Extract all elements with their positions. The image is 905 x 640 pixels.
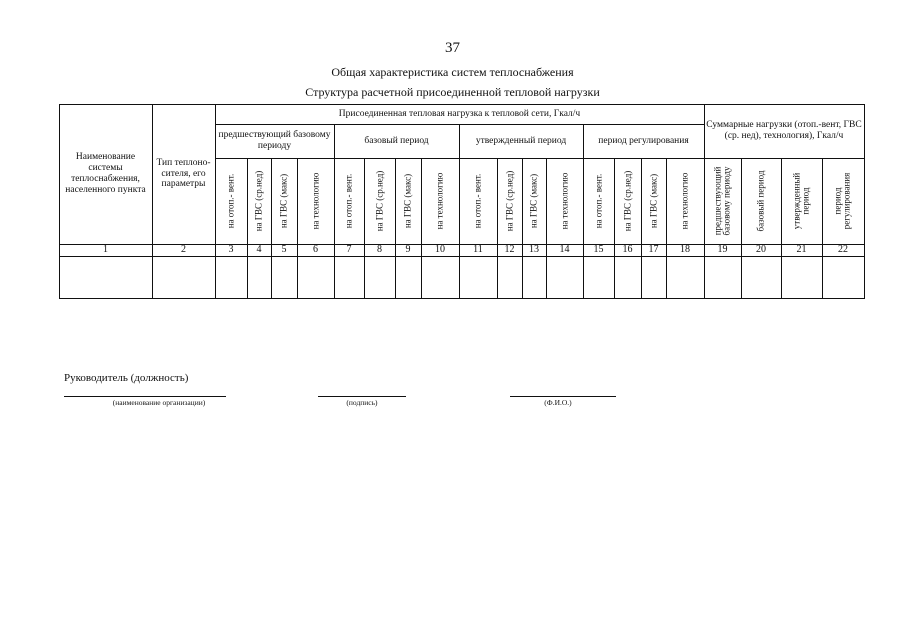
column-number-8: 8 [377, 244, 382, 256]
data-cell-3 [215, 256, 247, 298]
sub-column-header-4-label: на ГВС (ср.нед) [253, 170, 264, 232]
column-number-3: 3 [228, 244, 234, 256]
fio-signature-line [510, 396, 616, 397]
period-header-4: период регулирования [598, 135, 689, 146]
period-header-3: утвержденный период [475, 135, 567, 146]
document-title: Общая характеристика систем теплоснабжения [331, 65, 574, 79]
sum-column-header-21-label: утвержденный период [791, 172, 811, 230]
sub-column-header-15-label: на отоп.- вент. [592, 173, 603, 229]
sub-column-header-13 [522, 158, 546, 244]
data-cell-11 [459, 256, 497, 298]
column-number-10: 10 [435, 244, 445, 256]
column-number-1: 1 [103, 244, 108, 256]
sub-column-header-9-label: на ГВС (макс) [402, 173, 413, 229]
column-number-18: 18 [680, 244, 690, 256]
sum-column-header-21 [781, 158, 822, 244]
sub-column-header-3-label: на отоп.- вент. [225, 173, 236, 229]
data-cell-18 [666, 256, 704, 298]
column-number-13: 13 [529, 244, 539, 256]
data-cell-10 [421, 256, 459, 298]
data-cell-14 [546, 256, 583, 298]
data-cell-7 [334, 256, 364, 298]
data-cell-6 [297, 256, 334, 298]
data-cell-8 [364, 256, 395, 298]
sum-group-header: Суммарные нагрузки (отоп.-вент, ГВС (ср. нед), технология), Гкал/ч [706, 120, 862, 141]
col2-header: Тип теплоно-сителя, его параметры [156, 157, 211, 190]
column-number-22: 22 [838, 244, 848, 256]
column-number-2: 2 [181, 244, 186, 256]
column-number-4: 4 [256, 244, 262, 256]
sum-column-header-19 [704, 158, 741, 244]
sum-column-header-22-label: период регулирования [832, 172, 852, 230]
column-number-11: 11 [473, 244, 483, 256]
sub-column-header-15 [583, 158, 614, 244]
data-cell-20 [741, 256, 781, 298]
sub-column-header-11-label: на отоп.- вент. [472, 173, 483, 229]
data-cell-16 [614, 256, 641, 298]
column-number-12: 12 [504, 244, 515, 256]
data-cell-17 [641, 256, 666, 298]
data-cell-5 [271, 256, 297, 298]
sum-column-header-22 [822, 158, 864, 244]
sub-column-header-11 [459, 158, 497, 244]
sub-column-header-5-label: на ГВС (макс) [278, 173, 289, 229]
sub-column-header-17 [641, 158, 666, 244]
sub-column-header-17-label: на ГВС (макс) [647, 173, 658, 229]
data-cell-12 [497, 256, 522, 298]
sub-column-header-14-label: на технологию [558, 172, 569, 230]
table-title: Структура расчетной присоединенной тепловой нагрузки [305, 85, 600, 99]
sub-column-header-8-label: на ГВС (ср.нед) [373, 170, 384, 232]
data-cell-22 [822, 256, 864, 298]
data-cell-19 [704, 256, 741, 298]
sum-column-header-20-label: базовый период [755, 170, 766, 232]
sub-column-header-14 [546, 158, 583, 244]
sub-column-header-3 [215, 158, 247, 244]
sub-column-header-16-label: на ГВС (ср.нед) [621, 170, 632, 232]
sub-column-header-18-label: на технологию [679, 172, 690, 230]
column-number-20: 20 [756, 244, 766, 256]
period-header-1: предшествующий базовому периоду [218, 130, 331, 151]
sub-column-header-18 [666, 158, 704, 244]
table-bottom-border [59, 298, 865, 299]
position-label: Руководитель (должность) [64, 372, 189, 384]
load-group-header: Присоединенная тепловая нагрузка к тепловой сети, Гкал/ч [338, 108, 581, 119]
org-signature-line [64, 396, 226, 397]
sub-column-header-9 [395, 158, 421, 244]
column-number-9: 9 [405, 244, 411, 256]
data-cell-21 [781, 256, 822, 298]
sum-column-header-20 [741, 158, 781, 244]
sub-column-header-5 [271, 158, 297, 244]
column-number-15: 15 [593, 244, 604, 256]
sub-column-header-7-label: на отоп.- вент. [343, 173, 354, 229]
sub-column-header-6 [297, 158, 334, 244]
sub-column-header-4 [247, 158, 271, 244]
data-cell-15 [583, 256, 614, 298]
org-caption: (наименование организации) [112, 398, 206, 407]
sub-column-header-16 [614, 158, 641, 244]
data-cell-4 [247, 256, 271, 298]
sub-column-header-7 [334, 158, 364, 244]
period-header-2: базовый период [364, 135, 429, 146]
column-number-19: 19 [717, 244, 728, 256]
fio-caption: (Ф.И.О.) [544, 398, 572, 407]
column-number-16: 16 [622, 244, 633, 256]
data-cell-1 [59, 256, 152, 298]
page-number: 37 [445, 40, 460, 56]
sub-column-header-10 [421, 158, 459, 244]
signature-caption: (подпись) [346, 398, 378, 407]
column-number-6: 6 [313, 244, 318, 256]
column-number-7: 7 [346, 244, 352, 256]
sub-column-header-6-label: на технологию [309, 172, 320, 230]
sub-column-header-8 [364, 158, 395, 244]
sub-column-header-13-label: на ГВС (макс) [528, 173, 539, 229]
sub-column-header-10-label: на технологию [434, 172, 445, 230]
data-cell-9 [395, 256, 421, 298]
sub-column-header-12-label: на ГВС (ср.нед) [503, 170, 514, 232]
column-number-17: 17 [648, 244, 659, 256]
column-border-22 [864, 104, 865, 299]
column-number-14: 14 [559, 244, 570, 256]
col1-header: Наименование системы теплоснабжения, населенного пункта [65, 152, 146, 195]
column-number-5: 5 [281, 244, 287, 256]
column-number-21: 21 [796, 244, 807, 256]
sum-column-header-19-label: предшествующий базовому периоду [712, 166, 732, 236]
data-cell-13 [522, 256, 546, 298]
data-cell-2 [152, 256, 215, 298]
sub-column-header-12 [497, 158, 522, 244]
signature-line [318, 396, 406, 397]
